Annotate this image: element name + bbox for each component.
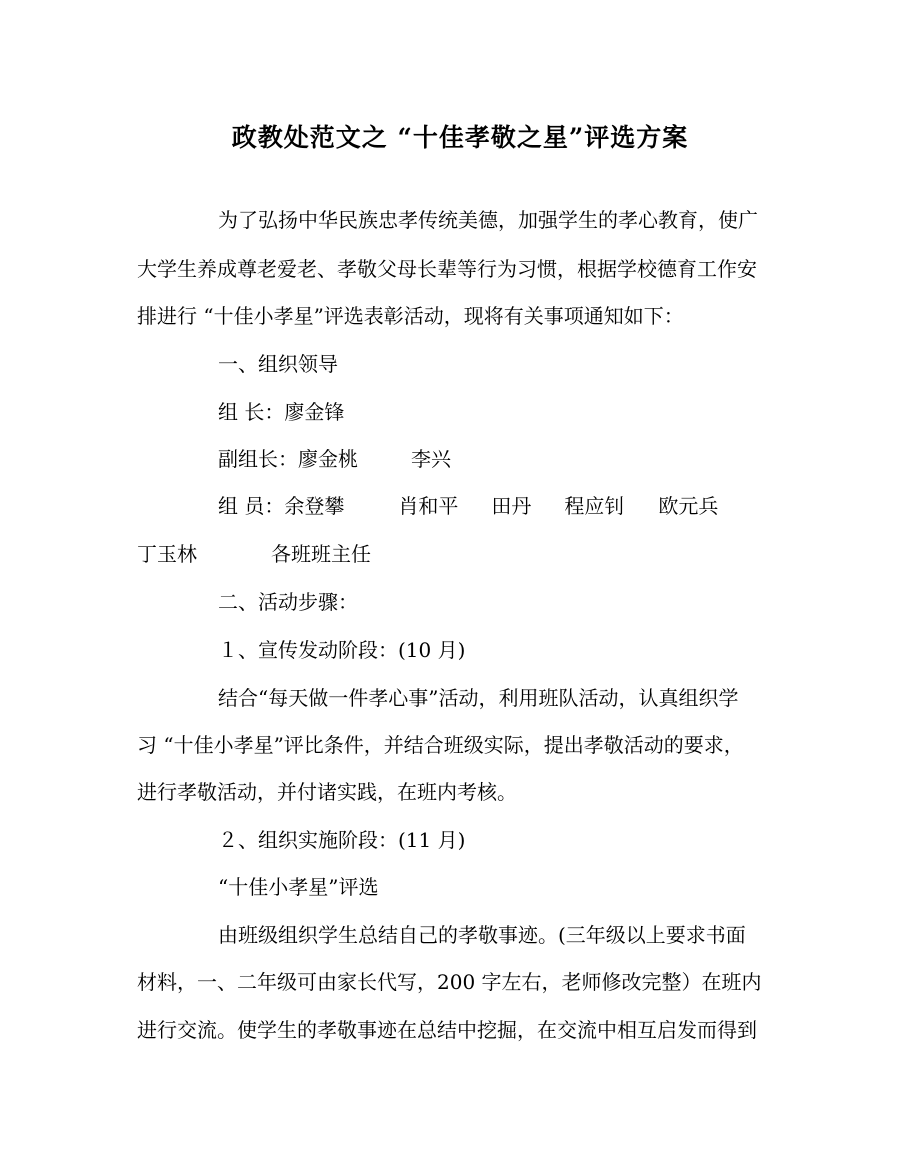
step1-line-2: 习 “十佳小孝星”评比条件，并结合班级实际，提出孝敬活动的要求， — [137, 733, 744, 757]
member-name: 田丹 — [491, 494, 532, 518]
step1-heading: １、宣传发动阶段：(10 月) — [218, 638, 466, 662]
deputy-name-2: 李兴 — [411, 447, 451, 471]
members-label: 组 员：余登攀 — [218, 494, 345, 518]
leader-line: 组 长：廖金锋 — [218, 400, 345, 424]
step1-line-1: 结合“每天做一件孝心事”活动，利用班队活动，认真组织学 — [218, 686, 739, 710]
member-name: 欧元兵 — [658, 494, 719, 518]
section1-heading: 一、组织领导 — [218, 352, 338, 376]
member-name: 丁玉林 — [137, 542, 197, 566]
intro-line-2: 大学生养成尊老爱老、孝敬父母长辈等行为习惯，根据学校德育工作安 — [137, 257, 757, 281]
section2-heading: 二、活动步骤： — [218, 590, 358, 614]
step1-line-3: 进行孝敬活动，并付诸实践，在班内考核。 — [137, 780, 517, 804]
member-name: 各班班主任 — [271, 542, 371, 566]
step2-heading: ２、组织实施阶段：(11 月) — [218, 828, 466, 852]
member-name: 程应钊 — [564, 494, 625, 518]
intro-line-3: 排进行 “十佳小孝星”评选表彰活动，现将有关事项通知如下： — [137, 304, 684, 328]
step2-subheading: “十佳小孝星”评选 — [218, 875, 379, 899]
intro-line-1: 为了弘扬中华民族忠孝传统美德，加强学生的孝心教育，使广 — [218, 208, 758, 232]
step2-line-3: 进行交流。使学生的孝敬事迹在总结中挖掘，在交流中相互启发而得到 — [137, 1018, 757, 1042]
step2-line-2: 材料，一、二年级可由家长代写，200 字左右，老师修改完整）在班内 — [137, 970, 762, 994]
deputy-label: 副组长：廖金桃 — [218, 447, 358, 471]
deputy-line — [218, 445, 451, 473]
members-line — [218, 492, 718, 520]
member-name: 肖和平 — [398, 494, 459, 518]
step2-line-1: 由班级组织学生总结自己的孝敬事迹。(三年级以上要求书面 — [218, 923, 746, 947]
members-line-2 — [137, 540, 371, 568]
document-title: 政教处范文之 “十佳孝敬之星”评选方案 — [231, 123, 689, 152]
